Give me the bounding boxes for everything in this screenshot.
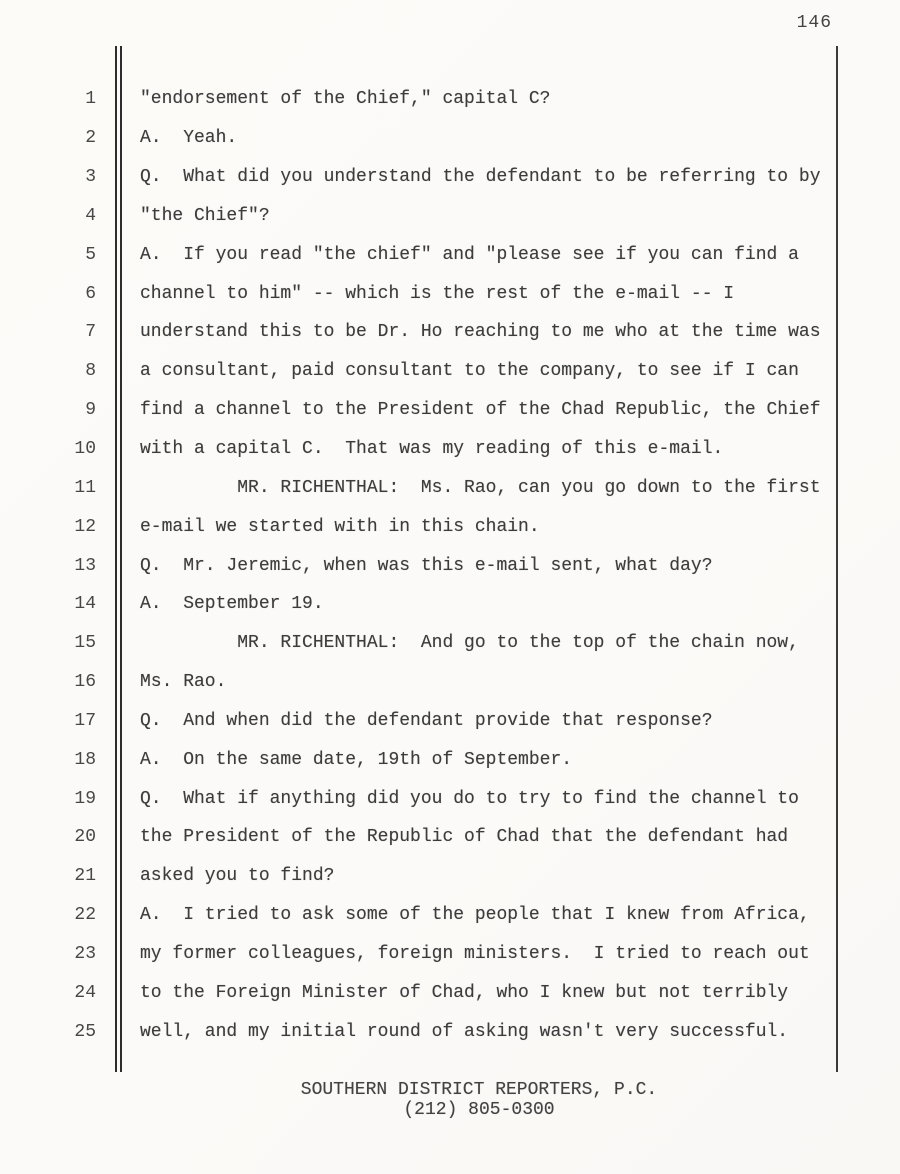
transcript-line [0, 158, 900, 197]
line-number: 16 [74, 672, 96, 693]
line-text: channel to him" -- which is the rest of the e-mail -- I [140, 283, 735, 304]
transcript-line [0, 973, 900, 1012]
line-number: 21 [74, 866, 96, 887]
transcript-line [0, 80, 900, 119]
transcript-line [0, 391, 900, 430]
line-number: 2 [85, 128, 96, 149]
transcript-line [0, 430, 900, 469]
line-text: Q. Mr. Jeremic, when was this e-mail sent, what day? [140, 555, 713, 576]
line-text: Ms. Rao. [140, 672, 227, 693]
transcript-line [0, 468, 900, 507]
transcript-line [0, 857, 900, 896]
transcript-line [0, 585, 900, 624]
line-number: 14 [74, 594, 96, 615]
line-number: 24 [74, 982, 96, 1003]
transcript-line [0, 896, 900, 935]
transcript-line [0, 740, 900, 779]
line-text: Q. And when did the defendant provide that response? [140, 710, 713, 731]
line-number: 19 [74, 788, 96, 809]
line-text: to the Foreign Minister of Chad, who I knew but not terribly [140, 982, 789, 1003]
line-text: find a channel to the President of the Chad Republic, the Chief [140, 400, 821, 421]
transcript-line [0, 818, 900, 857]
transcript-line [0, 702, 900, 741]
line-number: 15 [74, 633, 96, 654]
line-number: 25 [74, 1021, 96, 1042]
line-text: A. On the same date, 19th of September. [140, 749, 573, 770]
line-text: Q. What did you understand the defendant to be referring to by [140, 167, 821, 188]
line-number: 23 [74, 943, 96, 964]
line-text: A. Yeah. [140, 128, 238, 149]
line-number: 12 [74, 516, 96, 537]
line-number: 3 [85, 167, 96, 188]
transcript-line [0, 663, 900, 702]
line-number: 8 [85, 361, 96, 382]
line-number: 1 [85, 89, 96, 110]
line-number: 10 [74, 439, 96, 460]
transcript-rows [0, 80, 900, 1051]
line-number: 9 [85, 400, 96, 421]
transcript-line [0, 119, 900, 158]
line-number: 18 [74, 749, 96, 770]
reporter-phone: (212) 805-0300 [403, 1099, 555, 1120]
transcript-line [0, 546, 900, 585]
transcript-line [0, 352, 900, 391]
transcript-line [0, 274, 900, 313]
line-number: 6 [85, 283, 96, 304]
line-number: 22 [74, 905, 96, 926]
transcript-line [0, 313, 900, 352]
page-number: 146 [796, 13, 832, 33]
line-number: 17 [74, 710, 96, 731]
transcript-line [0, 235, 900, 274]
line-text: MR. RICHENTHAL: Ms. Rao, can you go down to the first [140, 477, 821, 498]
line-number: 5 [85, 244, 96, 265]
reporter-name: SOUTHERN DISTRICT REPORTERS, P.C. [300, 1080, 658, 1100]
transcript-line [0, 197, 900, 236]
line-text: a consultant, paid consultant to the company, to see if I can [140, 361, 799, 382]
transcript-line [0, 935, 900, 974]
line-text: asked you to find? [140, 866, 335, 887]
line-number: 11 [74, 477, 96, 498]
transcript-line [0, 624, 900, 663]
line-text: "endorsement of the Chief," capital C? [140, 89, 551, 110]
line-text: with a capital C. That was my reading of this e-mail. [140, 439, 724, 460]
line-text: A. I tried to ask some of the people that I knew from Africa, [140, 905, 810, 926]
line-text: well, and my initial round of asking wasn't very successful. [140, 1021, 789, 1042]
transcript-line [0, 779, 900, 818]
transcript-line [0, 1012, 900, 1051]
line-text: A. If you read "the chief" and "please see if you can find a [140, 244, 799, 265]
transcript-line [0, 507, 900, 546]
line-number: 13 [74, 555, 96, 576]
reporter-footer [120, 1081, 838, 1120]
line-text: MR. RICHENTHAL: And go to the top of the chain now, [140, 633, 799, 654]
line-text: "the Chief"? [140, 205, 270, 226]
line-number: 7 [85, 322, 96, 343]
line-text: e-mail we started with in this chain. [140, 516, 540, 537]
line-number: 20 [74, 827, 96, 848]
line-text: understand this to be Dr. Ho reaching to me who at the time was [140, 322, 821, 343]
line-text: the President of the Republic of Chad that the defendant had [140, 827, 789, 848]
line-text: my former colleagues, foreign ministers. I tried to reach out [140, 943, 810, 964]
line-number: 4 [85, 205, 96, 226]
line-text: A. September 19. [140, 594, 324, 615]
line-text: Q. What if anything did you do to try to find the channel to [140, 788, 799, 809]
